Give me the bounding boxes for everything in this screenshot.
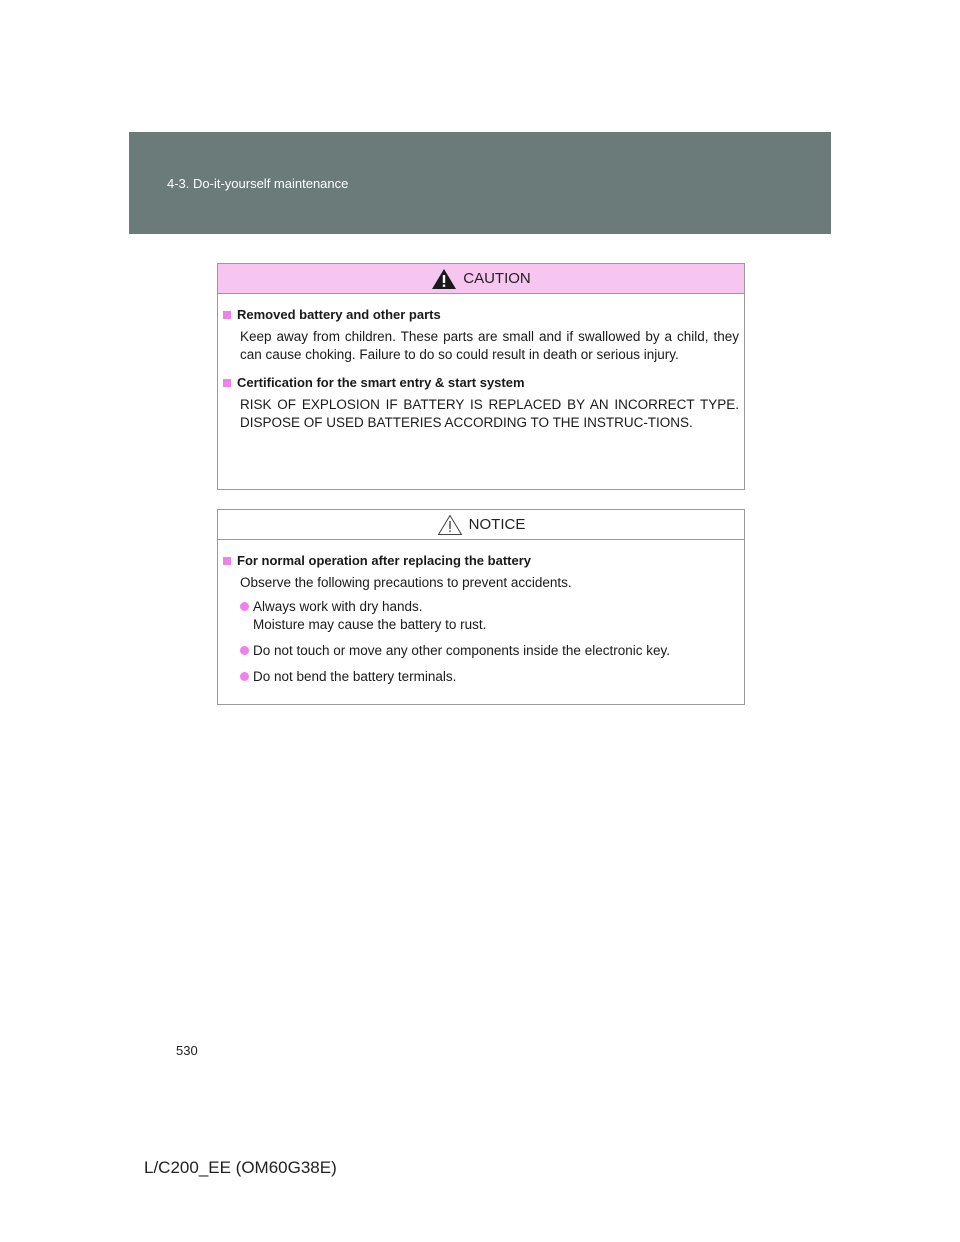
list-item-text: Do not bend the battery terminals. xyxy=(253,669,457,684)
caution-item-title: Certification for the smart entry & start system xyxy=(237,375,525,390)
square-bullet-icon xyxy=(223,379,231,387)
notice-item-text: Observe the following precautions to prevent accidents. xyxy=(240,575,572,590)
notice-box xyxy=(217,509,745,705)
caution-item xyxy=(223,306,739,364)
list-item xyxy=(240,598,739,634)
caution-item xyxy=(223,374,739,432)
section-header-band xyxy=(129,132,831,234)
caution-item-text: Keep away from children. These parts are small and if swallowed by a child, they can cause choking. Failure to do so could result in death or serious injury. xyxy=(240,329,739,362)
warning-triangle-filled-icon xyxy=(431,268,457,290)
square-bullet-icon xyxy=(223,557,231,565)
notice-heading: NOTICE xyxy=(468,516,526,533)
notice-body xyxy=(218,540,744,686)
notice-header xyxy=(218,510,744,540)
caution-item-text: RISK OF EXPLOSION IF BATTERY IS REPLACED BY AN INCORRECT TYPE. DISPOSE OF USED BATTERIES ACCORDING TO THE INSTRUC-TIONS. xyxy=(240,397,739,430)
square-bullet-icon xyxy=(223,311,231,319)
caution-box xyxy=(217,263,745,490)
notice-bullet-list xyxy=(240,598,739,686)
list-item-text: Always work with dry hands. xyxy=(253,599,423,614)
document-code: L/C200_EE (OM60G38E) xyxy=(144,1158,337,1177)
list-item-subtext: Moisture may cause the battery to rust. xyxy=(253,617,487,632)
list-item-text: Do not touch or move any other components inside the electronic key. xyxy=(253,643,670,658)
caution-heading: CAUTION xyxy=(463,270,531,287)
notice-item xyxy=(223,552,739,686)
list-item xyxy=(240,642,739,660)
round-bullet-icon xyxy=(240,646,249,655)
round-bullet-icon xyxy=(240,672,249,681)
caution-body xyxy=(218,294,744,432)
notice-item-title: For normal operation after replacing the battery xyxy=(237,553,531,568)
page-number: 530 xyxy=(176,1043,198,1058)
list-item xyxy=(240,668,739,686)
caution-item-title: Removed battery and other parts xyxy=(237,307,441,322)
warning-triangle-outline-icon xyxy=(437,514,463,536)
round-bullet-icon xyxy=(240,602,249,611)
section-title: 4-3. Do-it-yourself maintenance xyxy=(167,176,349,191)
caution-header xyxy=(218,264,744,294)
